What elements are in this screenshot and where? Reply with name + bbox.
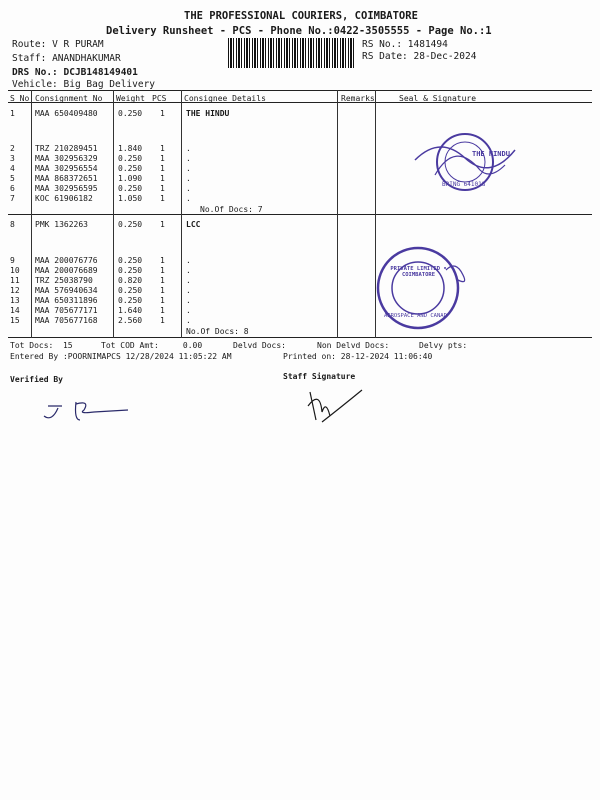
staff-signature <box>300 382 370 427</box>
row-pcs: 1 <box>160 164 165 173</box>
barcode <box>228 38 354 68</box>
col-header-consignee: Consignee Details <box>184 94 266 103</box>
row-weight: 2.560 <box>118 316 143 325</box>
row-sno: 4 <box>10 164 15 173</box>
row-consignment: MAA 650409480 <box>35 109 98 118</box>
row-detail: . <box>186 276 191 285</box>
col-header-weight: Weight <box>116 94 145 103</box>
row-pcs: 1 <box>160 276 165 285</box>
row-sno: 5 <box>10 174 15 183</box>
row-sno: 11 <box>10 276 20 285</box>
row-sno: 7 <box>10 194 15 203</box>
row-sno: 13 <box>10 296 20 305</box>
col-header-sno: S No <box>10 94 30 103</box>
col-divider <box>113 90 114 338</box>
row-detail: . <box>186 306 191 315</box>
row-pcs: 1 <box>160 154 165 163</box>
company-seal-stamp <box>368 240 478 340</box>
row-consignment: MAA 200076776 <box>35 256 98 265</box>
verified-by-label: Verified By <box>10 375 63 384</box>
row-sno: 2 <box>10 144 15 153</box>
total-cod-amount: Tot COD Amt: 0.00 <box>101 341 203 350</box>
col-divider <box>337 90 338 338</box>
row-weight: 0.250 <box>118 296 143 305</box>
row-sno: 15 <box>10 316 20 325</box>
row-consignment: MAA 650311896 <box>35 296 98 305</box>
row-detail: . <box>186 266 191 275</box>
drs-value: DCJB148149401 <box>63 67 138 78</box>
col-header-consignment: Consignment No <box>35 94 103 103</box>
docs-count-note: No.Of Docs: 7 <box>200 205 263 214</box>
row-pcs: 1 <box>160 286 165 295</box>
vehicle-label: Vehicle: <box>12 79 58 90</box>
rs-no-label: RS No.: <box>362 39 403 50</box>
row-sno: 8 <box>10 220 15 229</box>
rs-date-value: 28-Dec-2024 <box>413 51 477 62</box>
row-detail: . <box>186 296 191 305</box>
rs-no-value: 1481494 <box>407 39 448 50</box>
stamp2-text: PRIVATE LIMITED • COIMBATORE <box>390 266 447 278</box>
row-sno: 6 <box>10 184 15 193</box>
delivery-points: Delvy pts: <box>419 341 468 350</box>
row-detail: . <box>186 154 191 163</box>
row-detail: . <box>186 286 191 295</box>
row-consignment: MAA 705677171 <box>35 306 98 315</box>
row-consignment: MAA 302956329 <box>35 154 98 163</box>
staff-line <box>12 53 121 64</box>
drs-label: DRS No.: <box>12 67 58 78</box>
row-detail: . <box>186 316 191 325</box>
total-docs: Tot Docs: 15 <box>10 341 73 350</box>
row-sno: 3 <box>10 154 15 163</box>
row-weight: 0.250 <box>118 184 143 193</box>
row-weight: 0.250 <box>118 266 143 275</box>
row-consignment: MAA 576940634 <box>35 286 98 295</box>
row-sno: 12 <box>10 286 20 295</box>
row-detail: . <box>186 144 191 153</box>
col-header-seal: Seal & Signature <box>399 94 477 103</box>
drs-line <box>12 67 138 78</box>
staff-value: ANANDHAKUMAR <box>52 53 121 64</box>
table-bottom-rule <box>8 337 592 338</box>
row-pcs: 1 <box>160 109 165 118</box>
staff-label: Staff: <box>12 53 47 64</box>
consignee-name: LCC <box>186 220 201 229</box>
printed-on: Printed on: 28-12-2024 11:06:40 <box>283 352 433 361</box>
rs-date-line <box>362 51 476 62</box>
row-pcs: 1 <box>160 194 165 203</box>
row-detail: . <box>186 164 191 173</box>
row-pcs: 1 <box>160 144 165 153</box>
col-header-remarks: Remarks <box>341 94 375 103</box>
route-line <box>12 39 104 50</box>
row-pcs: 1 <box>160 306 165 315</box>
row-detail: . <box>186 174 191 183</box>
col-header-pcs: PCS <box>152 94 167 103</box>
stamp1-text: THE HINDU <box>472 150 510 158</box>
row-pcs: 1 <box>160 296 165 305</box>
row-pcs: 1 <box>160 184 165 193</box>
route-label: Route: <box>12 39 47 50</box>
stamp1-subtext: BRING 641018 <box>442 181 486 188</box>
row-pcs: 1 <box>160 266 165 275</box>
row-consignment: MAA 868372651 <box>35 174 98 183</box>
row-weight: 0.250 <box>118 109 143 118</box>
row-consignment: KOC 61906182 <box>35 194 93 203</box>
delivered-docs: Delvd Docs: <box>233 341 286 350</box>
row-pcs: 1 <box>160 174 165 183</box>
rs-date-label: RS Date: <box>362 51 408 62</box>
table-top-rule <box>8 90 592 91</box>
row-weight: 0.250 <box>118 154 143 163</box>
verified-signature <box>38 396 138 426</box>
row-detail: . <box>186 184 191 193</box>
entered-by: Entered By :POORNIMAPCS 12/28/2024 11:05:22 AM <box>10 352 232 361</box>
consignee-stamp-1 <box>395 120 535 205</box>
row-consignment: TRZ 210289451 <box>35 144 98 153</box>
col-divider <box>181 90 182 338</box>
row-weight: 0.250 <box>118 256 143 265</box>
row-consignment: TRZ 25038790 <box>35 276 93 285</box>
company-name: THE PROFESSIONAL COURIERS, COIMBATORE <box>184 10 418 22</box>
stamp2-subtext: AEROSPACE AND CANAD <box>384 313 447 319</box>
vehicle-line <box>12 79 155 90</box>
rs-no-line <box>362 39 448 50</box>
row-pcs: 1 <box>160 256 165 265</box>
row-sno: 10 <box>10 266 20 275</box>
row-weight: 1.840 <box>118 144 143 153</box>
row-consignment: MAA 302956554 <box>35 164 98 173</box>
row-weight: 0.250 <box>118 286 143 295</box>
row-weight: 1.050 <box>118 194 143 203</box>
group-divider-rule <box>8 214 592 215</box>
row-sno: 9 <box>10 256 15 265</box>
docs-count-note: No.Of Docs: 8 <box>186 327 249 336</box>
row-detail: . <box>186 256 191 265</box>
runsheet-title: Delivery Runsheet - PCS - Phone No.:0422-3505555 - Page No.:1 <box>106 25 492 37</box>
row-pcs: 1 <box>160 316 165 325</box>
row-weight: 0.250 <box>118 220 143 229</box>
row-consignment: MAA 302956595 <box>35 184 98 193</box>
route-value: V R PURAM <box>52 39 104 50</box>
row-sno: 1 <box>10 109 15 118</box>
staff-signature-label: Staff Signature <box>283 372 356 381</box>
vehicle-value: Big Bag Delivery <box>63 79 156 90</box>
row-weight: 0.250 <box>118 164 143 173</box>
non-delivered-docs: Non Delvd Docs: <box>317 341 390 350</box>
row-pcs: 1 <box>160 220 165 229</box>
row-consignment: MAA 705677168 <box>35 316 98 325</box>
row-weight: 1.640 <box>118 306 143 315</box>
row-consignment: MAA 200076689 <box>35 266 98 275</box>
row-weight: 0.820 <box>118 276 143 285</box>
row-consignment: PMK 1362263 <box>35 220 88 229</box>
row-detail: . <box>186 194 191 203</box>
consignee-name: THE HINDU <box>186 109 230 118</box>
row-weight: 1.090 <box>118 174 143 183</box>
row-sno: 14 <box>10 306 20 315</box>
col-divider <box>31 90 32 338</box>
